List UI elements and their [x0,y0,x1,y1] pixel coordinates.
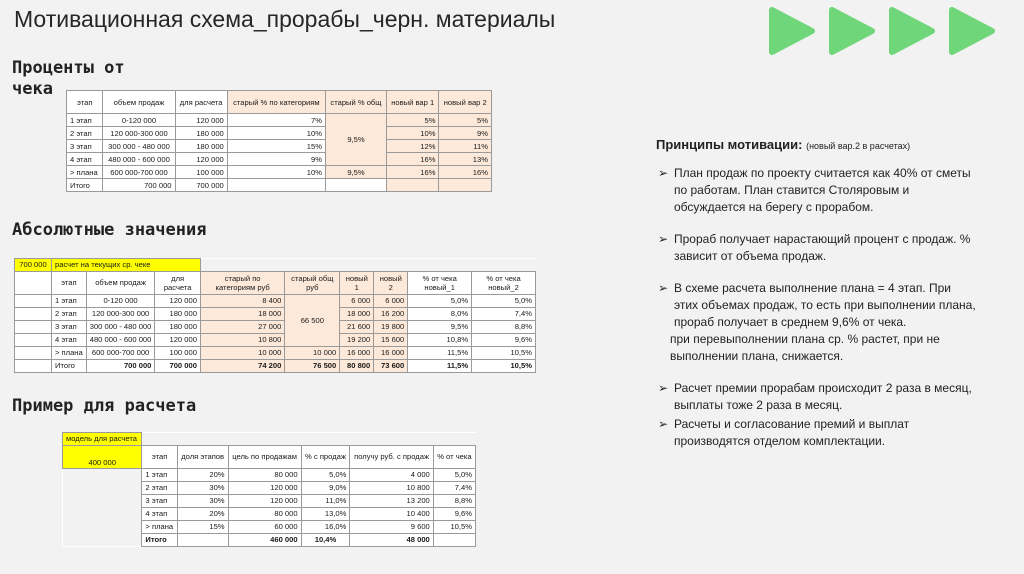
col-header: старый % по категориям [227,91,325,114]
cell: 11,5% [408,346,472,359]
cell: 1 этап [52,294,87,307]
cell: 600 000-700 000 [86,346,155,359]
table-top-row [63,433,476,446]
arrow-bullet-icon: ➢ [658,381,669,395]
cell: 100 000 [155,346,201,359]
empty-cell [142,433,476,446]
cell: 10 000 [285,346,340,359]
cell: 180 000 [155,320,201,333]
cell: 11,0% [301,494,350,507]
cell: 460 000 [228,533,301,546]
col-header: для расчета [175,91,227,114]
cell: 16% [386,166,438,179]
cell: 5,0% [301,468,350,481]
cell: 480 000 - 600 000 [86,333,155,346]
cell: 480 000 - 600 000 [103,153,175,166]
example-table [62,432,476,547]
table-row [67,166,492,179]
cell: 30% [177,481,228,494]
cell: 120 000-300 000 [86,307,155,320]
model-value-cell: 400 000 [63,445,142,468]
cell: 120 000 [175,153,227,166]
total-value-cell: 700 000 [15,259,52,272]
cell: 13% [439,153,492,166]
cell: 16% [439,166,492,179]
cell: 76 500 [285,359,340,372]
cell: 60 000 [228,520,301,533]
cell: 21 600 [340,320,374,333]
list-item [656,231,976,265]
cell: 5,0% [433,468,475,481]
section-percent-heading: Проценты от чека [12,58,125,99]
cell: 9,6% [433,507,475,520]
table-row [15,333,536,346]
cell: 20% [177,468,228,481]
cell: 20% [177,507,228,520]
cell: 120 000 [175,114,227,127]
list-item-text: Прораб получает нарастающий процент с продаж. % зависит от объема продаж. [674,232,971,263]
col-header: объем продаж [86,271,155,294]
cell [433,533,475,546]
list-item-text: План продаж по проекту считается как 40% от сметы по работам. План ставится Столяровым и обсуждается на берегу с прорабом. [674,166,971,214]
col-header: доля этапов [177,445,228,468]
cell: 0-120 000 [86,294,155,307]
col-header: % от чека новый_1 [408,271,472,294]
table-row [67,114,492,127]
cell: 2 этап [142,481,177,494]
cell: 10 400 [350,507,433,520]
table-row [67,153,492,166]
cell: 5,0% [472,294,536,307]
section-absolute-heading: Абсолютные значения [12,220,207,240]
list-item [656,280,976,331]
cell: > плана [67,166,103,179]
cell: 700 000 [175,179,227,192]
table-header-row [63,445,476,468]
col-header: новый 2 [374,271,408,294]
section-example-heading: Пример для расчета [12,396,197,416]
cell [177,533,228,546]
arrow-icon [832,10,872,52]
cell: 7% [227,114,325,127]
cell: 0-120 000 [103,114,175,127]
cell: Итого [67,179,103,192]
table-row [63,520,476,533]
principles-panel [656,136,976,465]
table-header-row [15,271,536,294]
cell: 700 000 [103,179,175,192]
cell: 16,0% [301,520,350,533]
cell: 6 000 [340,294,374,307]
cell: 10,5% [472,346,536,359]
list-item [656,416,976,450]
cell [15,307,52,320]
table-top-row [15,259,536,272]
col-header: этап [52,271,87,294]
cell: 10% [386,127,438,140]
cell: 16 000 [340,346,374,359]
cell: 13,0% [301,507,350,520]
cell: 300 000 - 480 000 [86,320,155,333]
table-row [15,320,536,333]
cell: 300 000 - 480 000 [103,140,175,153]
col-header: цель по продажам [228,445,301,468]
cell: 120 000 [155,294,201,307]
cell: 16% [386,153,438,166]
cell: 13 200 [350,494,433,507]
empty-cell [63,520,142,533]
table-row [15,307,536,320]
col-header: новый вар 1 [386,91,438,114]
cell: 180 000 [175,127,227,140]
cell: 2 этап [67,127,103,140]
col-header: объем продаж [103,91,175,114]
cell: 4 000 [350,468,433,481]
cell: 1 этап [67,114,103,127]
cell [227,179,325,192]
list-item-text: В схеме расчета выполнение плана = 4 этап. При этих объемах продаж, то есть при выполнении плана, прораб получает в среднем 9,6% от чека. [674,281,976,329]
empty-cell [63,494,142,507]
cell: 8,8% [433,494,475,507]
arrow-icon [772,10,812,52]
empty-cell [63,533,142,546]
empty-cell [63,507,142,520]
principles-heading-text: Принципы мотивации: [656,137,803,152]
cell: 11,5% [408,359,472,372]
table-row [63,481,476,494]
cell: 11% [439,140,492,153]
merged-cell: 66 500 [285,294,340,346]
col-header: новый 1 [340,271,374,294]
cell: 80 800 [340,359,374,372]
cell: 5% [439,114,492,127]
col-header: для расчета [155,271,201,294]
cell [15,359,52,372]
label-cell: расчет на текущих ср. чеке [52,259,201,272]
cell: 12% [386,140,438,153]
cell: 9,0% [301,481,350,494]
list-item [656,380,976,414]
table-total-row [15,359,536,372]
cell: 80 000 [228,507,301,520]
list-item-text: Расчеты и согласование премий и выплат производятся отделом комплектации. [674,417,910,448]
cell: 8,8% [472,320,536,333]
table-row [63,494,476,507]
cell: 8,0% [408,307,472,320]
cell: 19 200 [340,333,374,346]
cell: 4 этап [142,507,177,520]
cell [15,320,52,333]
arrow-icon [952,10,992,52]
principles-heading [656,136,976,155]
cell: 48 000 [350,533,433,546]
col-header: этап [142,445,177,468]
col-header: старый общ руб [285,271,340,294]
principles-list [656,165,976,450]
principles-extra-text: при перевыполнении плана ср. % растет, при не выполнении плана, снижается. [670,332,940,363]
table-row [67,140,492,153]
cell [15,346,52,359]
cell: 16 200 [374,307,408,320]
cell: 74 200 [200,359,284,372]
cell: 100 000 [175,166,227,179]
col-header [15,271,52,294]
list-item-text: Расчет премии прорабам происходит 2 раза в месяц, выплаты тоже 2 раза в месяц. [674,381,972,412]
cell [15,333,52,346]
col-header: старый % общ [325,91,386,114]
empty-cell [200,259,535,272]
principles-note: (новый вар.2 в расчетах) [806,141,911,151]
table-row [15,346,536,359]
cell: 10 800 [200,333,284,346]
cell: Итого [142,533,177,546]
merged-cell: 9,5% [325,114,386,166]
cell: 9,5% [325,166,386,179]
arrow-bullet-icon: ➢ [658,166,669,180]
col-header: этап [67,91,103,114]
col-header: старый по категориям руб [200,271,284,294]
cell: 5% [386,114,438,127]
cell: 120 000 [228,481,301,494]
cell: 73 600 [374,359,408,372]
cell: 120 000-300 000 [103,127,175,140]
cell [15,294,52,307]
cell: 8 400 [200,294,284,307]
table-total-row [63,533,476,546]
cell: 10% [227,166,325,179]
cell: 15 600 [374,333,408,346]
empty-cell [63,468,142,481]
arrow-bullet-icon: ➢ [658,232,669,246]
cell [386,179,438,192]
cell: 600 000-700 000 [103,166,175,179]
cell: 2 этап [52,307,87,320]
slide-title: Мотивационная схема_прорабы_черн. материалы [14,6,556,32]
col-header: получу руб. с продаж [350,445,433,468]
cell: 4 этап [52,333,87,346]
cell: 3 этап [67,140,103,153]
list-item [656,165,976,216]
cell: > плана [52,346,87,359]
cell: 9% [439,127,492,140]
cell: 10,4% [301,533,350,546]
col-header: % от чека новый_2 [472,271,536,294]
cell: 7,4% [433,481,475,494]
cell: 700 000 [155,359,201,372]
cell [439,179,492,192]
cell [325,179,386,192]
cell: 3 этап [52,320,87,333]
cell: 10,8% [408,333,472,346]
cell: 7,4% [472,307,536,320]
empty-cell [63,481,142,494]
arrow-bullet-icon: ➢ [658,281,669,295]
cell: 9% [227,153,325,166]
cell: 9,5% [408,320,472,333]
absolute-table [14,258,536,373]
cell: 9 600 [350,520,433,533]
table-row [15,294,536,307]
cell: 18 000 [340,307,374,320]
cell: 19 800 [374,320,408,333]
cell: 120 000 [228,494,301,507]
arrow-bullet-icon: ➢ [658,417,669,431]
table-header-row [67,91,492,114]
cell: 18 000 [200,307,284,320]
cell: 10% [227,127,325,140]
cell: 1 этап [142,468,177,481]
cell: 700 000 [86,359,155,372]
cell: 10,5% [433,520,475,533]
col-header: новый вар 2 [439,91,492,114]
table-row [63,468,476,481]
label-cell: модель для расчета [63,433,142,446]
cell: 16 000 [374,346,408,359]
cell: 10 000 [200,346,284,359]
col-header: % от чека [433,445,475,468]
arrow-decoration [768,6,1018,56]
cell: 15% [227,140,325,153]
arrow-icon [892,10,932,52]
col-header: % с продаж [301,445,350,468]
cell: 30% [177,494,228,507]
cell: 80 000 [228,468,301,481]
table-total-row [67,179,492,192]
cell: 3 этап [142,494,177,507]
cell: 180 000 [155,307,201,320]
cell: 27 000 [200,320,284,333]
cell: Итого [52,359,87,372]
table-row [63,507,476,520]
cell: > плана [142,520,177,533]
cell: 180 000 [175,140,227,153]
cell: 4 этап [67,153,103,166]
table-row [67,127,492,140]
cell: 15% [177,520,228,533]
cell: 9,6% [472,333,536,346]
cell: 5,0% [408,294,472,307]
cell: 120 000 [155,333,201,346]
cell: 10 800 [350,481,433,494]
cell: 6 000 [374,294,408,307]
cell: 10,5% [472,359,536,372]
percent-table [66,90,492,192]
